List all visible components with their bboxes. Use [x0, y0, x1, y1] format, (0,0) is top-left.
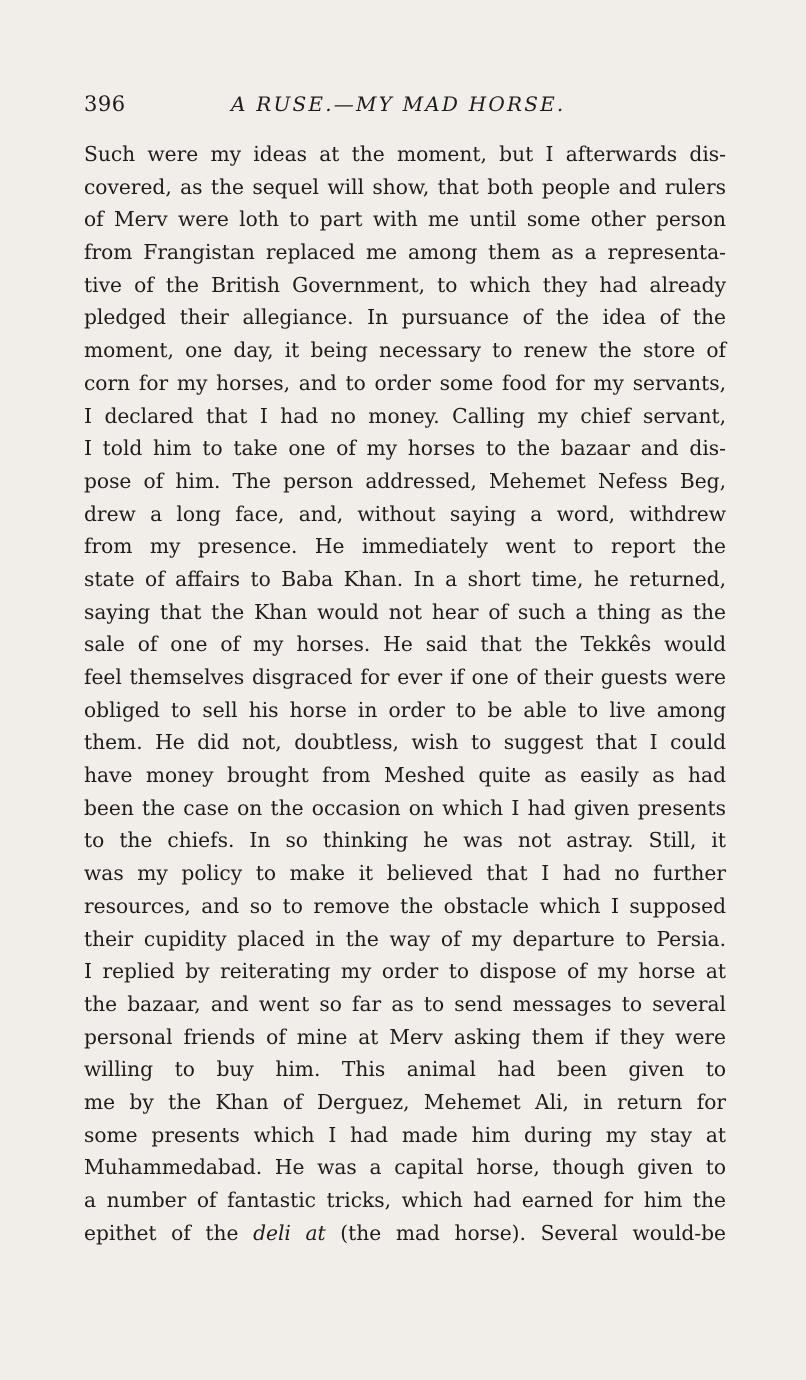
text-line: I told him to take one of my horses to the bazaar and dis-: [84, 436, 726, 461]
text-line: moment, one day, it being necessary to renew the store of: [84, 338, 726, 363]
text-line: them. He did not, doubtless, wish to suggest that I could: [84, 730, 726, 755]
text-line-last: [84, 1217, 726, 1250]
text-line: pose of him. The person addressed, Mehemet Nefess Beg,: [84, 468, 726, 493]
text-line: me by the Khan of Derguez, Mehemet Ali, in return for: [84, 1089, 726, 1114]
text-line: covered, as the sequel will show, that both people and rulers: [84, 174, 726, 199]
last-line-after: (the mad horse). Several would-be: [325, 1220, 726, 1245]
text-line: I declared that I had no money. Calling my chief servant,: [84, 403, 726, 428]
text-line: personal friends of mine at Merv asking them if they were: [84, 1024, 726, 1049]
italic-phrase: deli at: [253, 1220, 326, 1245]
text-line: drew a long face, and, without saying a word, withdrew: [84, 501, 726, 526]
text-line: corn for my horses, and to order some food for my servants,: [84, 370, 726, 395]
text-line: was my policy to make it believed that I had no further: [84, 861, 726, 886]
text-line: I replied by reiterating my order to dispose of my horse at: [84, 959, 726, 984]
text-line: saying that the Khan would not hear of such a thing as the: [84, 599, 726, 624]
text-line: obliged to sell his horse in order to be able to live among: [84, 697, 726, 722]
text-line: have money brought from Meshed quite as easily as had: [84, 763, 726, 788]
text-line: from my presence. He immediately went to report the: [84, 534, 726, 559]
page-number: 396: [84, 92, 126, 116]
text-line: Such were my ideas at the moment, but I afterwards dis-: [84, 142, 726, 166]
text-line: Muhammedabad. He was a capital horse, though given to: [84, 1155, 726, 1180]
text-line: the bazaar, and went so far as to send messages to several: [84, 991, 726, 1016]
text-line: sale of one of my horses. He said that the Tekkês would: [84, 632, 726, 657]
text-line: state of affairs to Baba Khan. In a short time, he returned,: [84, 566, 726, 591]
text-line: tive of the British Government, to which they had already: [84, 272, 726, 297]
text-line: their cupidity placed in the way of my departure to Persia.: [84, 926, 726, 951]
running-head: [84, 92, 726, 122]
text-line: willing to buy him. This animal had been given to: [84, 1057, 726, 1082]
text-line: feel themselves disgraced for ever if one of their guests were: [84, 665, 726, 689]
last-line-before: epithet of the: [84, 1220, 254, 1245]
running-title: A RUSE.—MY MAD HORSE.: [231, 92, 566, 116]
text-line: resources, and so to remove the obstacle which I supposed: [84, 893, 726, 918]
text-line: of Merv were loth to part with me until some other person: [84, 207, 726, 232]
body-text: [84, 138, 726, 1249]
text-line: pledged their allegiance. In pursuance of the idea of the: [84, 305, 726, 330]
text-line: to the chiefs. In so thinking he was not astray. Still, it: [84, 828, 726, 853]
text-line: a number of fantastic tricks, which had earned for him the: [84, 1188, 726, 1212]
text-line: some presents which I had made him during my stay at: [84, 1122, 726, 1147]
text-line: from Frangistan replaced me among them as a representa-: [84, 240, 726, 265]
text-line: been the case on the occasion on which I had given presents: [84, 795, 726, 820]
